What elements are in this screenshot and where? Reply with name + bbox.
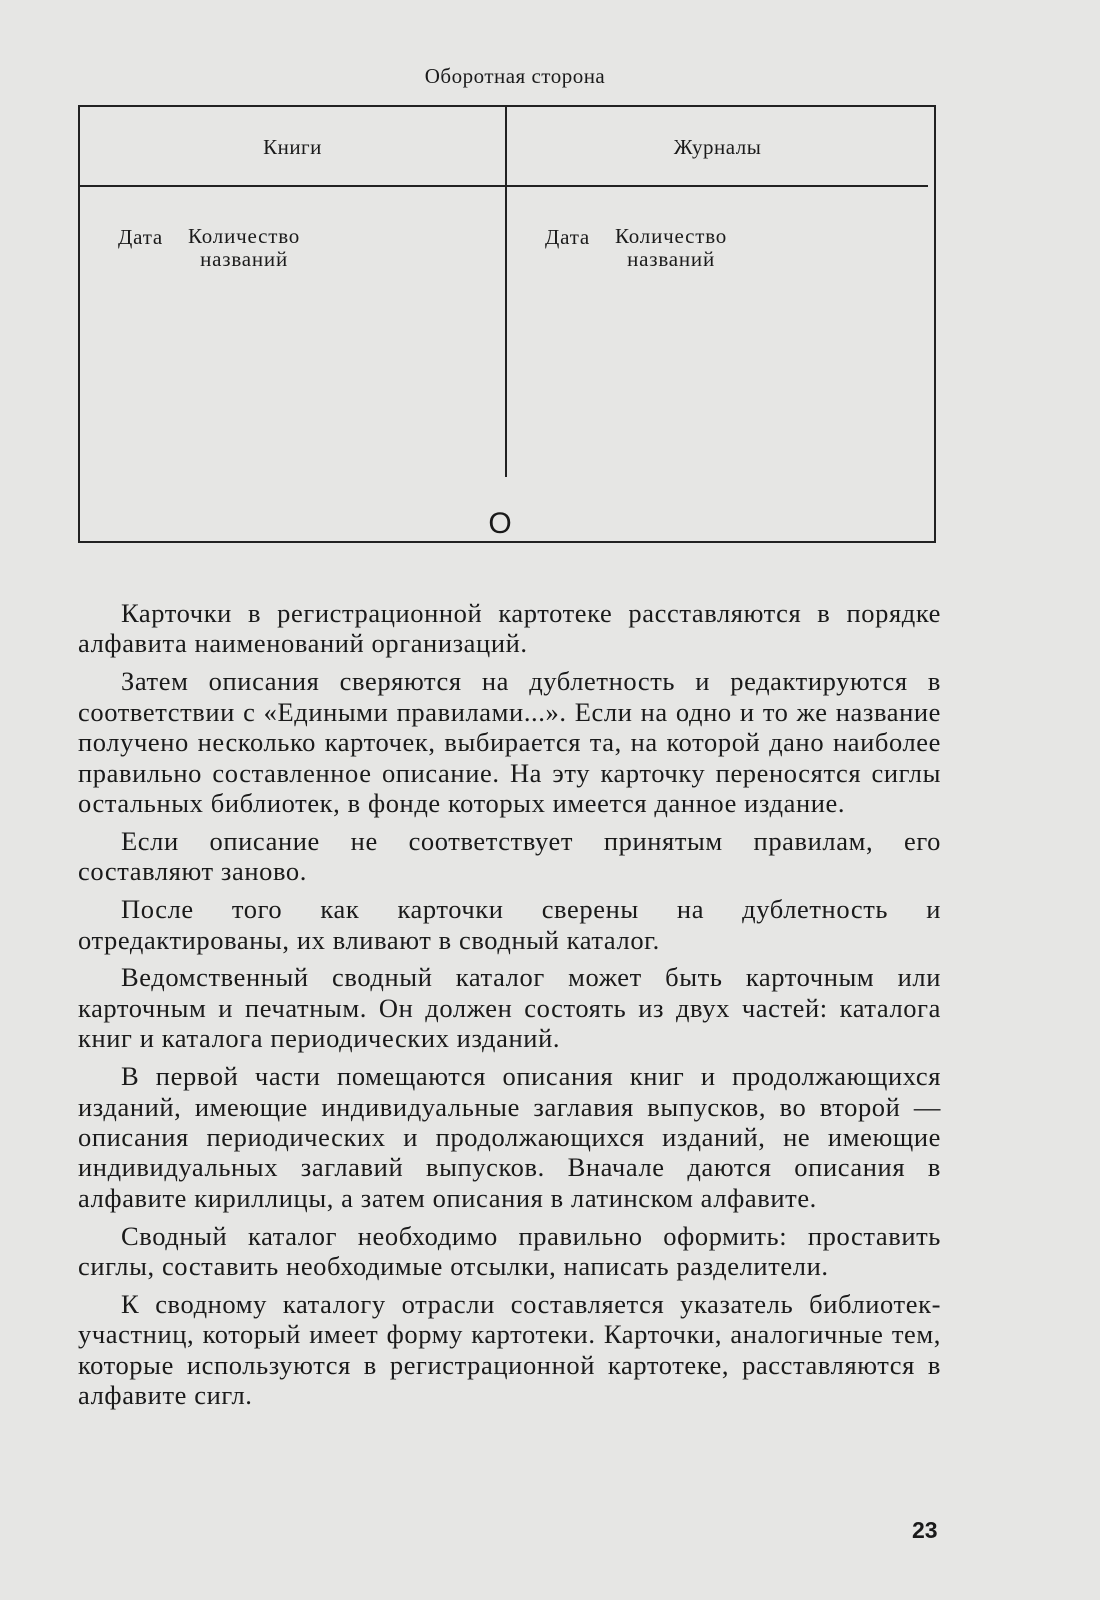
paragraph: Если описание не соответствует принятым правилам, его составляют заново. <box>78 825 941 887</box>
paragraph: Затем описания сверяются на дублетность и редактируются в соответствии с «Едиными правилами...». Если на одно и то же название получено несколько карточек, выбирается та, на которой дано наиболее правильно составленное описание. На эту карточку переносятся сиглы остальных библиотек, в фонде которых имеется данное издание. <box>78 666 941 818</box>
body-text <box>78 598 941 1418</box>
paragraph: После того как карточки сверены на дублетность и отредактированы, их вливают в сводный каталог. <box>78 894 941 955</box>
paragraph: Ведомственный сводный каталог может быть карточным или карточным и печатным. Он должен состоять из двух частей: каталога книг и каталога периодических изданий. <box>78 962 941 1054</box>
journals-date-label: Дата <box>545 225 591 249</box>
column-divider <box>505 107 507 477</box>
books-date-label: Дата <box>118 225 164 249</box>
card-caption: Оборотная сторона <box>424 64 606 88</box>
journals-quantity-label <box>615 225 727 271</box>
card-hole-mark: О <box>488 507 512 540</box>
column-title-journals: Журналы <box>673 135 762 159</box>
books-quantity-line2: названий <box>200 247 288 271</box>
column-title-books: Книги <box>263 135 322 159</box>
journals-quantity-line1: Количество <box>615 224 728 248</box>
paragraph: Сводный каталог необходимо правильно оформить: проставить сиглы, составить необходимые отсылки, написать разделители. <box>78 1220 941 1282</box>
paragraph: В первой части помещаются описания книг и продолжающихся изданий, имеющие индивидуальные заглавия выпусков, во второй — описания периодических и продолжающихся изданий, не имеющие индивидуальных заглавий выпусков. Вначале даются описания в алфавите кириллицы, а затем описания в латинском алфавите. <box>78 1061 941 1213</box>
paragraph: Карточки в регистрационной картотеке расставляются в порядке алфавита наименований организаций. <box>78 598 941 659</box>
header-rule <box>80 185 928 187</box>
card-form-back <box>78 105 936 543</box>
paragraph: К сводному каталогу отрасли составляется указатель библиотек-участниц, который имеет форму картотеки. Карточки, аналогичные тем, которые используются в регистрационной картотеке, расставляются в алфавите сигл. <box>78 1289 941 1411</box>
journals-quantity-line2: названий <box>627 247 715 271</box>
books-quantity-label <box>188 225 300 271</box>
books-quantity-line1: Количество <box>188 224 301 248</box>
page-number: 23 <box>912 1517 938 1543</box>
